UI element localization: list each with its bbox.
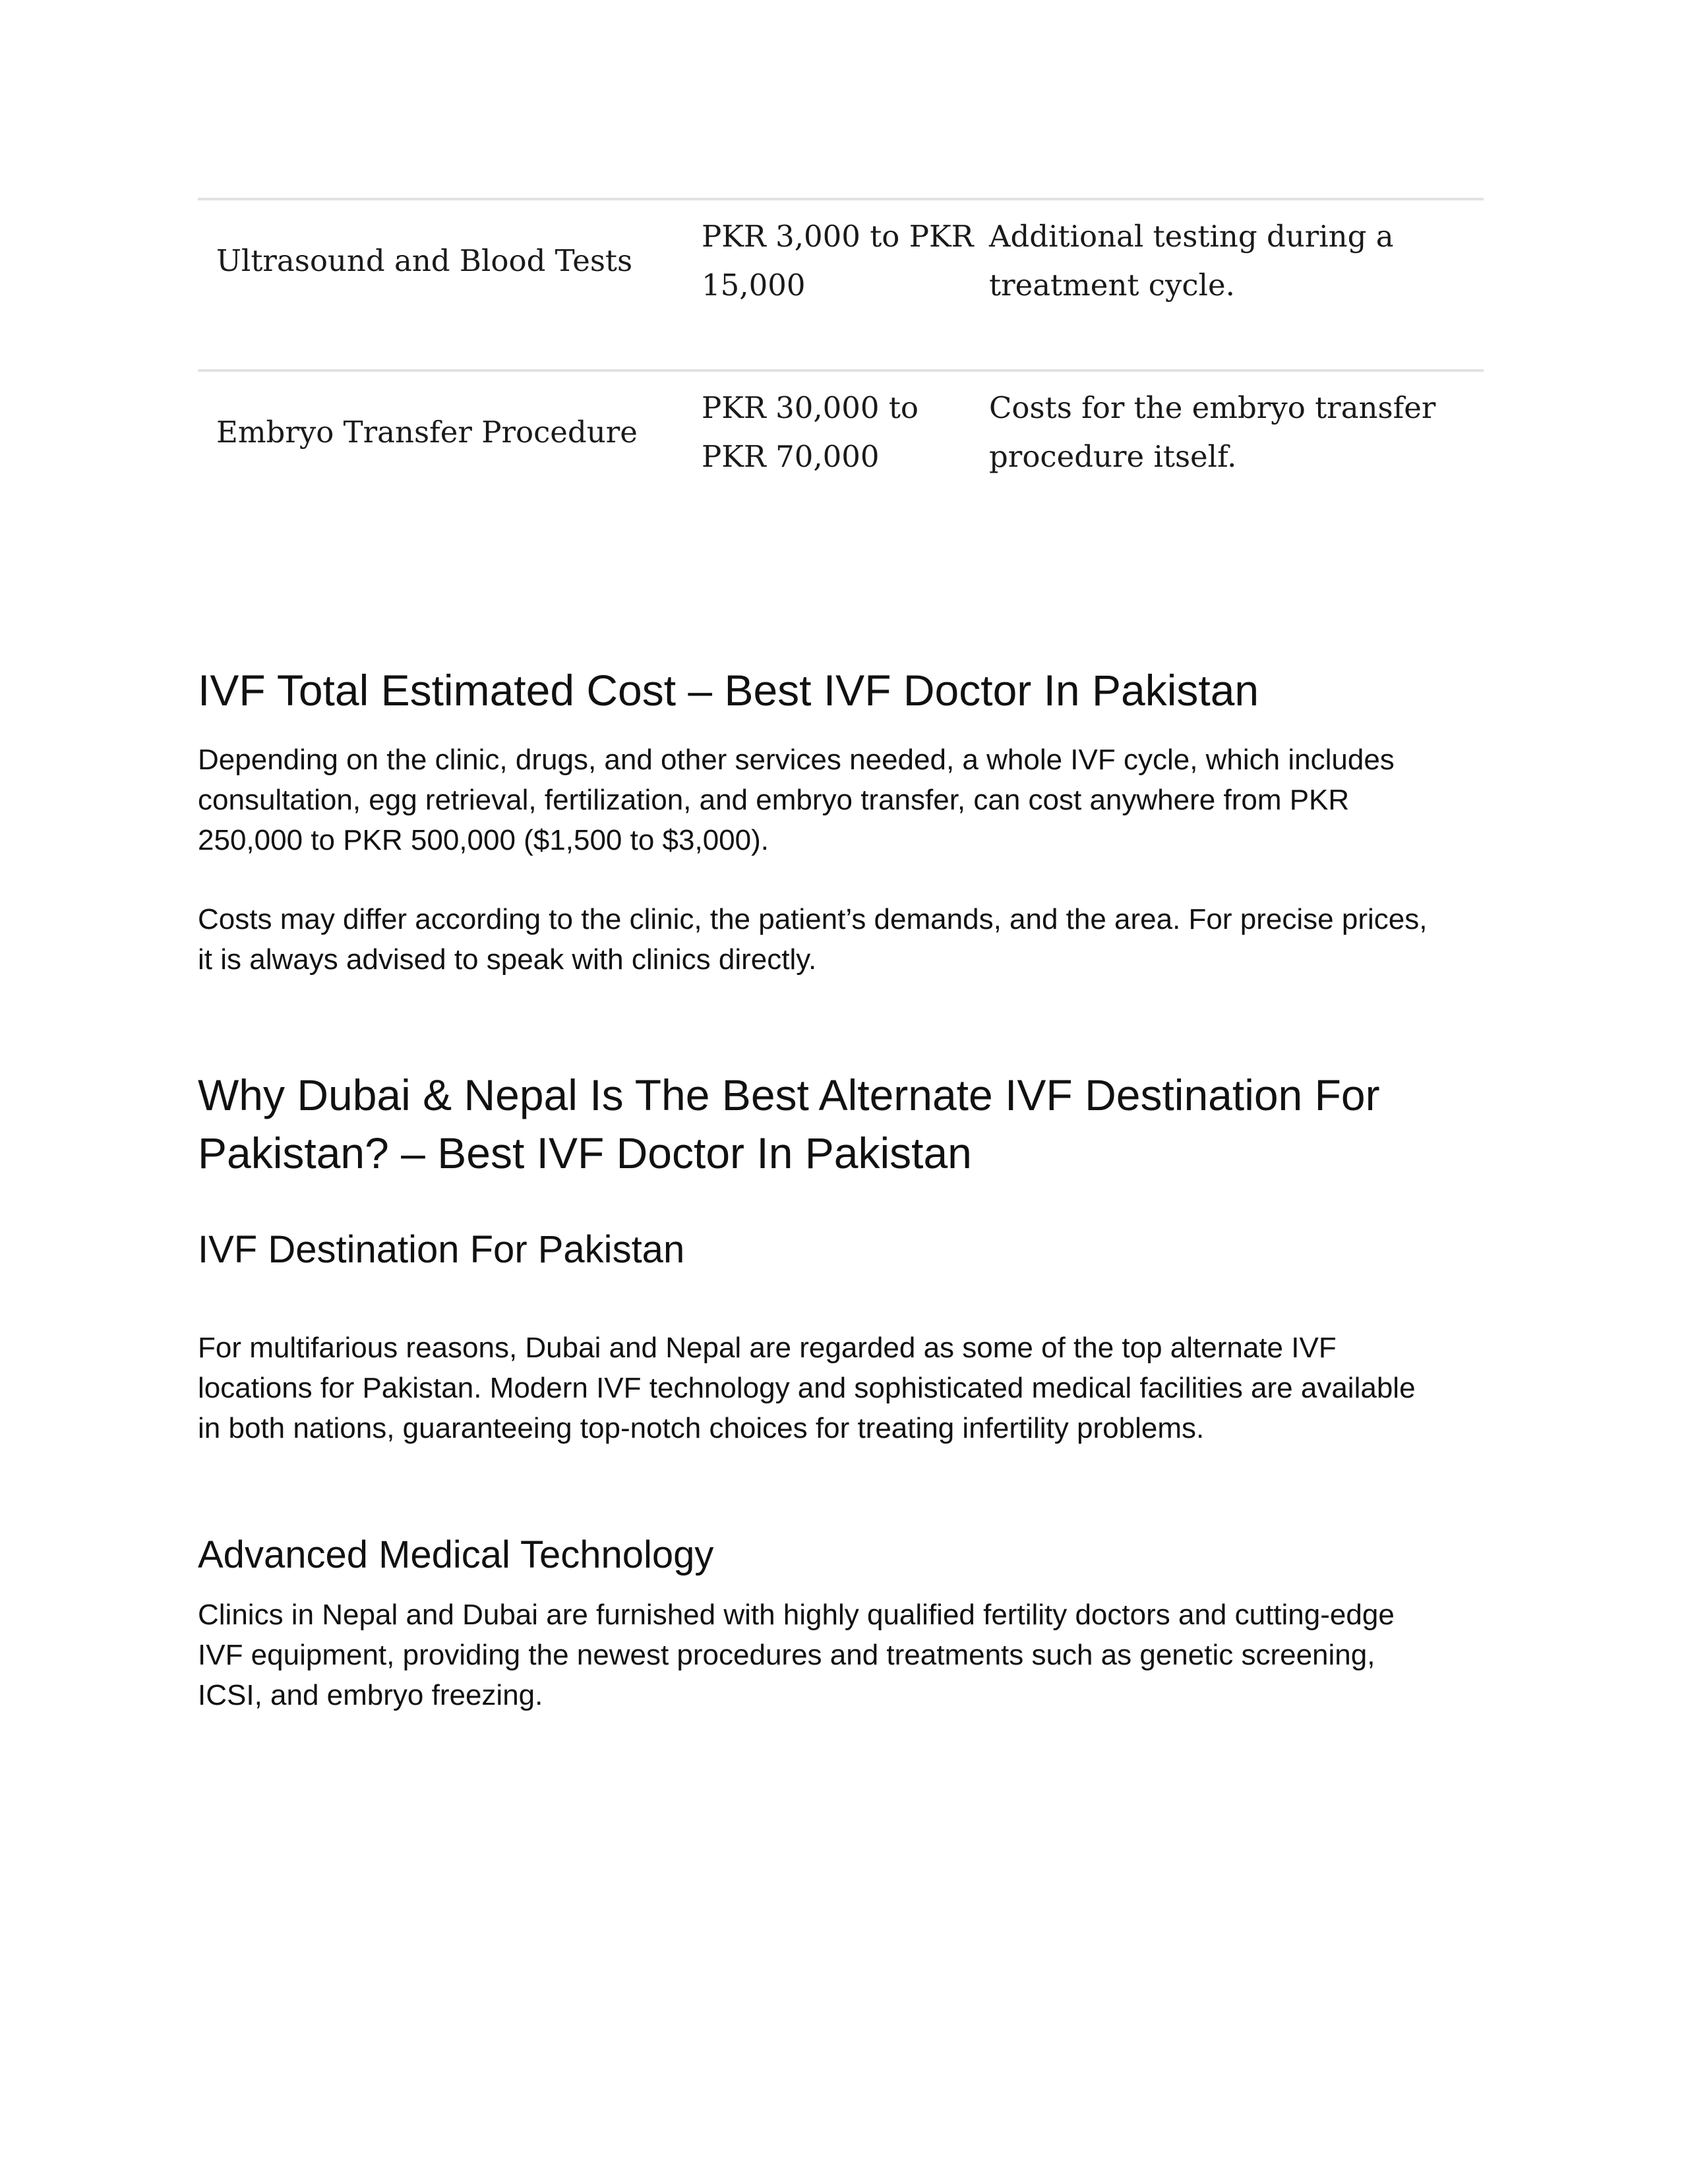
price-line: PKR 30,000 to xyxy=(702,390,919,425)
paragraph-line: Costs may differ according to the clinic, the patient’s demands, and the area. For precise prices, xyxy=(198,903,1428,935)
paragraph-line: For multifarious reasons, Dubai and Nepal are regarded as some of the top alternate IVF xyxy=(198,1332,1337,1364)
description-line: procedure itself. xyxy=(989,439,1237,474)
cost-variation-paragraph xyxy=(198,899,1490,980)
technology-heading: Advanced Medical Technology xyxy=(198,1533,714,1576)
total-cost-heading: IVF Total Estimated Cost – Best IVF Doctor In Pakistan xyxy=(198,666,1259,715)
heading-line: Why Dubai & Nepal Is The Best Alternate IVF Destination For xyxy=(198,1071,1380,1119)
price-line: 15,000 xyxy=(702,268,806,303)
paragraph-line: ICSI, and embryo freezing. xyxy=(198,1679,543,1711)
paragraph-line: consultation, egg retrieval, fertilization, and embryo transfer, can cost anywhere from PKR xyxy=(198,784,1350,816)
price-line: PKR 70,000 xyxy=(702,439,880,474)
heading-line: Pakistan? – Best IVF Doctor In Pakistan xyxy=(198,1129,972,1177)
paragraph-line: locations for Pakistan. Modern IVF technology and sophisticated medical facilities are available xyxy=(198,1372,1416,1404)
cost-table xyxy=(198,198,1484,541)
paragraph-line: it is always advised to speak with clinics directly. xyxy=(198,943,817,976)
table-row xyxy=(198,369,1484,541)
paragraph-line: 250,000 to PKR 500,000 ($1,500 to $3,000). xyxy=(198,824,769,856)
service-cell: Embryo Transfer Procedure xyxy=(216,415,638,450)
paragraph-line: Depending on the clinic, drugs, and other services needed, a whole IVF cycle, which includes xyxy=(198,744,1395,776)
description-line: Additional testing during a xyxy=(989,219,1394,254)
destination-paragraph xyxy=(198,1328,1490,1448)
total-cost-paragraph xyxy=(198,740,1490,860)
description-cell xyxy=(989,384,1464,481)
table-row xyxy=(198,198,1484,369)
price-cell xyxy=(702,212,979,310)
price-cell xyxy=(702,384,979,481)
description-line: Costs for the embryo transfer xyxy=(989,390,1436,425)
price-line: PKR 3,000 to PKR xyxy=(702,219,974,254)
technology-paragraph xyxy=(198,1595,1490,1715)
paragraph-line: IVF equipment, providing the newest procedures and treatments such as genetic screening, xyxy=(198,1639,1375,1671)
destination-subheading: IVF Destination For Pakistan xyxy=(198,1228,685,1271)
description-line: treatment cycle. xyxy=(989,268,1235,303)
service-cell: Ultrasound and Blood Tests xyxy=(216,243,633,278)
alternate-destination-heading xyxy=(198,1066,1380,1182)
paragraph-line: Clinics in Nepal and Dubai are furnished with highly qualified fertility doctors and cutting-edge xyxy=(198,1599,1395,1631)
paragraph-line: in both nations, guaranteeing top-notch choices for treating infertility problems. xyxy=(198,1412,1205,1444)
description-cell xyxy=(989,212,1464,310)
